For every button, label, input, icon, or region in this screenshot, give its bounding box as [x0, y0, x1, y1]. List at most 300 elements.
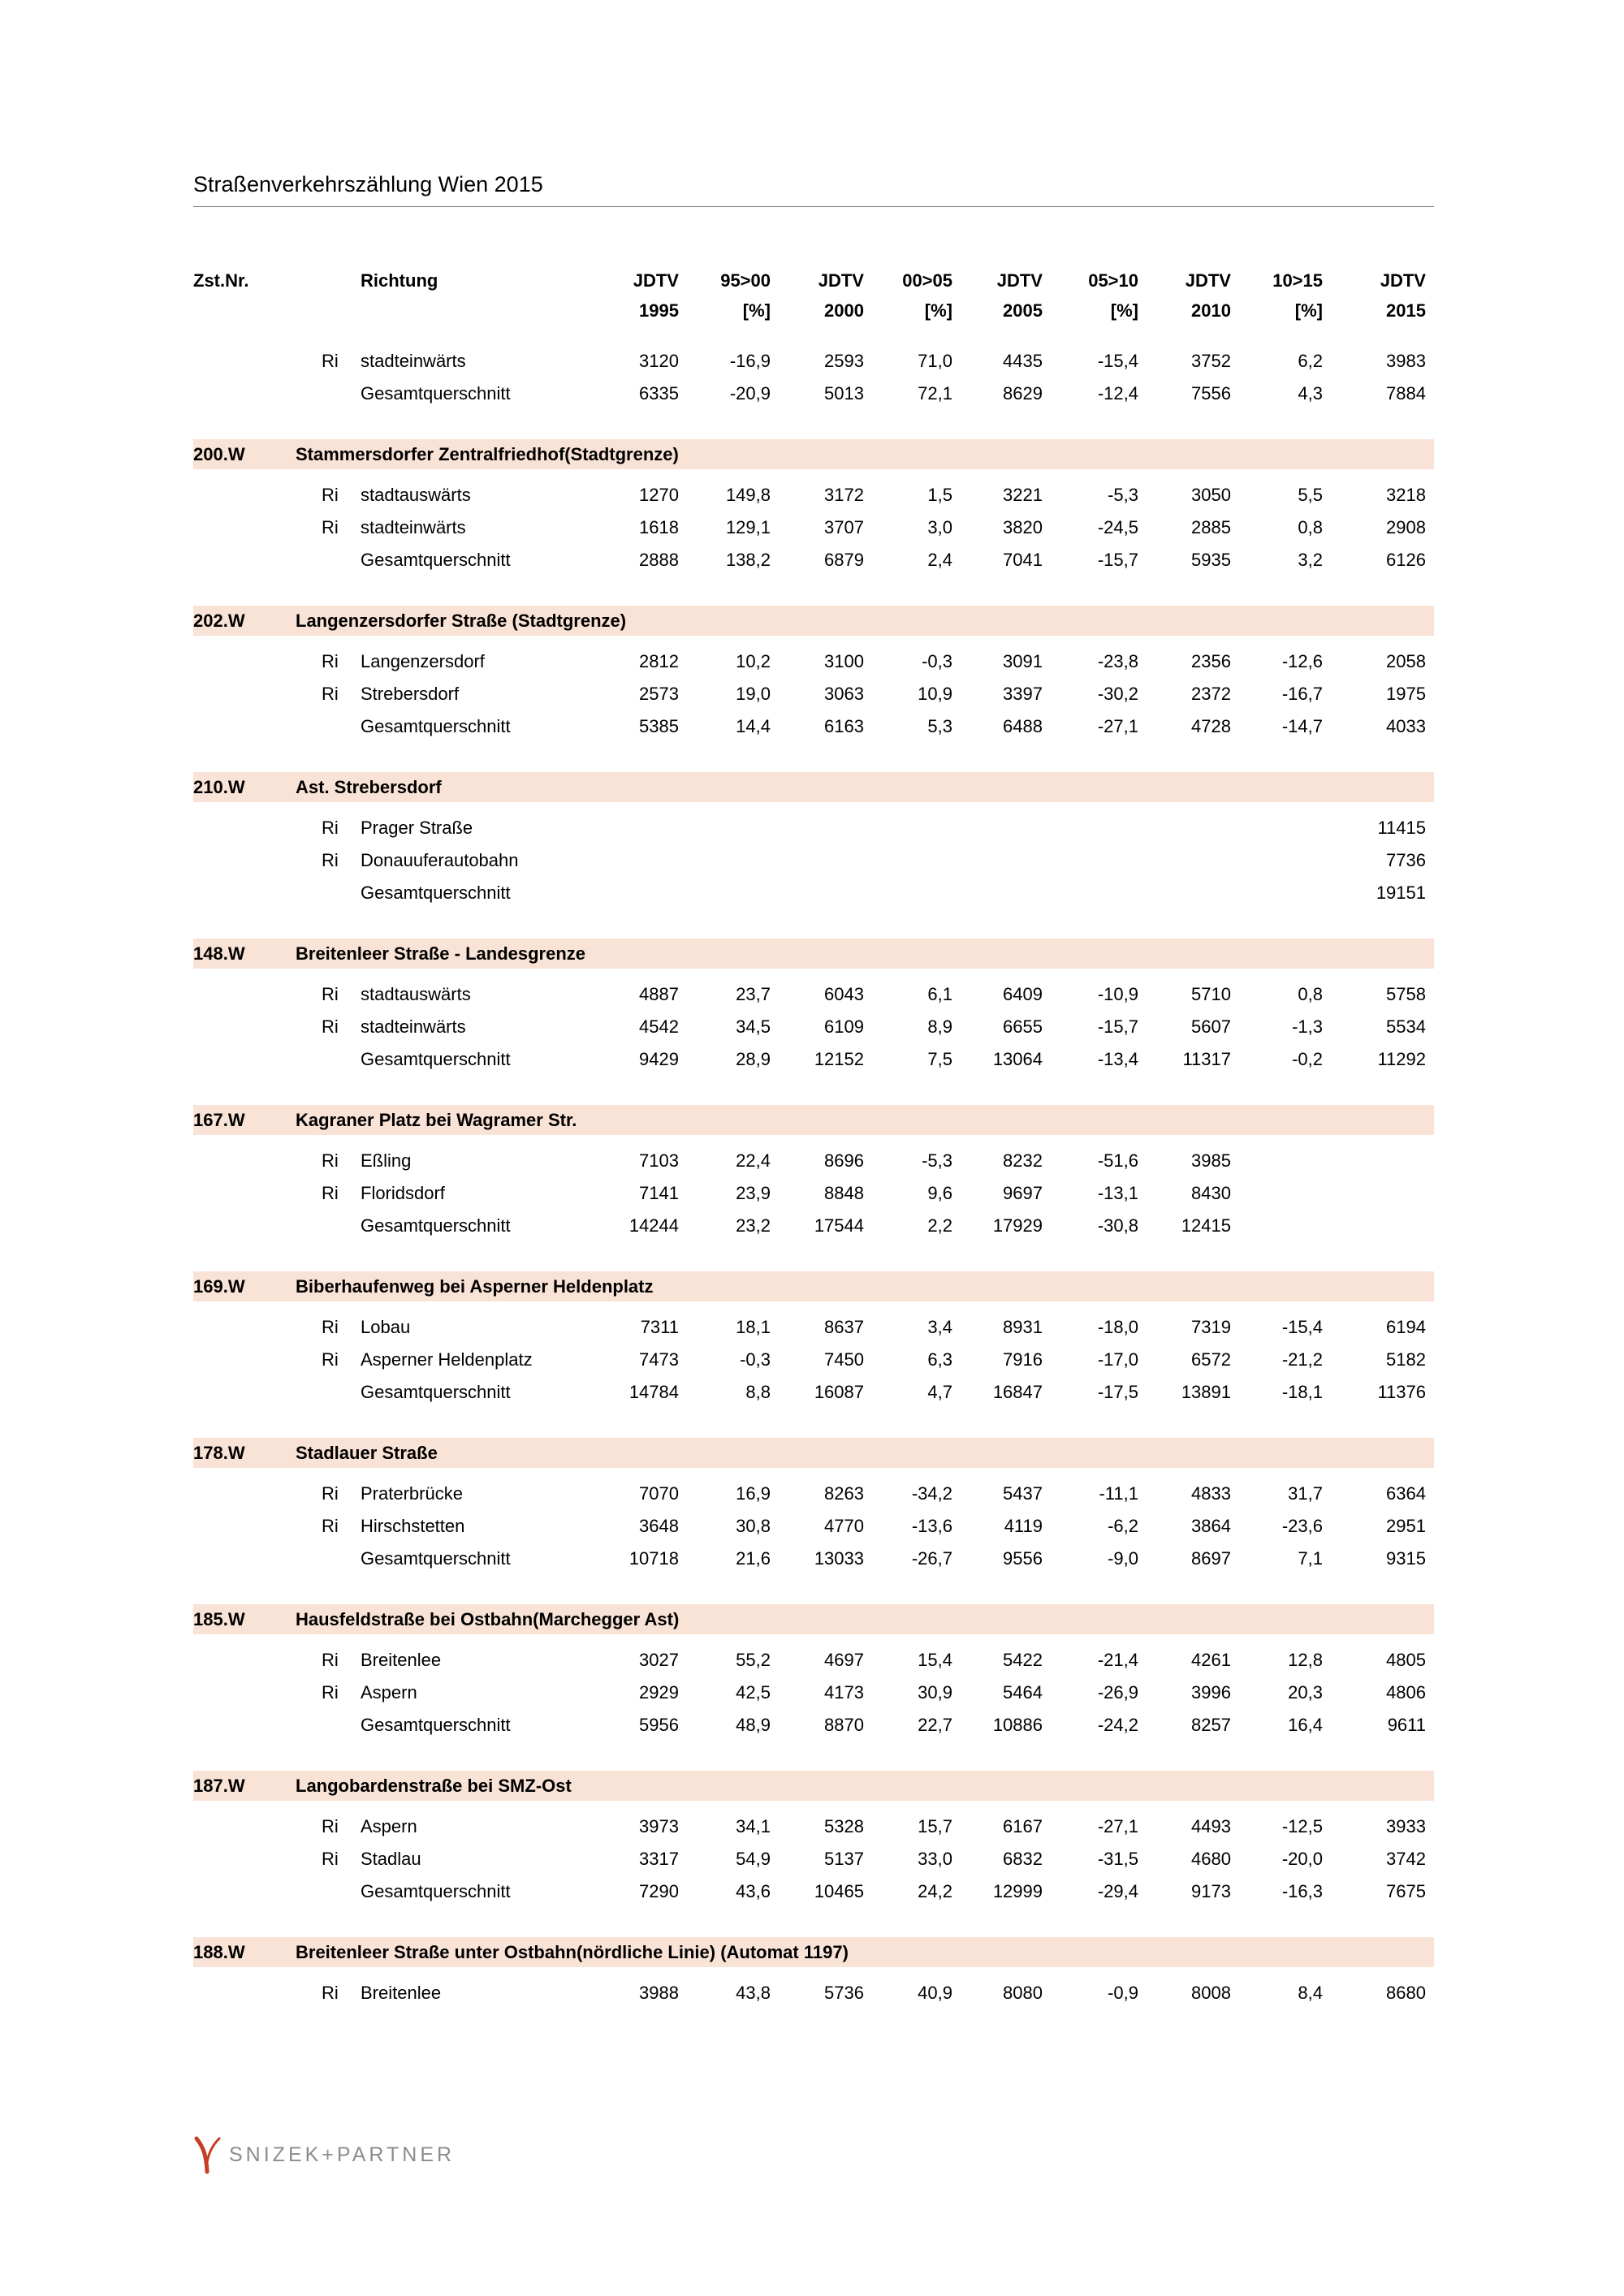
row-value: -26,9: [1097, 1682, 1138, 1703]
row-label: Hirschstetten: [361, 1516, 465, 1536]
table-row: [193, 511, 1434, 544]
row-value: 3648: [639, 1516, 679, 1536]
section-band: [193, 1271, 1434, 1301]
section-rows: [193, 1311, 1434, 1409]
table-row: [193, 544, 1434, 576]
col-header-value-top: JDTV: [818, 270, 864, 291]
row-value: 3742: [1386, 1849, 1426, 1869]
col-header-spacer: [322, 265, 361, 326]
row-value: 2593: [824, 351, 864, 371]
section-id: 185.W: [193, 1608, 245, 1629]
section-rows: [193, 1478, 1434, 1575]
table-row: [193, 1344, 1434, 1376]
row-label: stadtauswärts: [361, 984, 471, 1004]
row-value: -26,7: [911, 1548, 952, 1569]
row-prefix: Ri: [322, 684, 339, 704]
row-value: -0,2: [1292, 1049, 1323, 1069]
row-value: 5385: [639, 716, 679, 736]
row-value: 149,8: [725, 485, 771, 505]
row-value: -15,7: [1097, 550, 1138, 570]
row-value: 16087: [814, 1382, 864, 1402]
table-row: [193, 1677, 1434, 1709]
row-value: 7450: [824, 1349, 864, 1370]
table-row: [193, 678, 1434, 710]
table-row: [193, 1843, 1434, 1875]
row-value: -9,0: [1108, 1548, 1138, 1569]
row-value: 8680: [1386, 1983, 1426, 2003]
row-value: -20,0: [1281, 1849, 1323, 1869]
row-value: 129,1: [725, 517, 771, 537]
row-value: -11,1: [1099, 1483, 1138, 1504]
row-value: -1,3: [1292, 1016, 1323, 1037]
row-value: -13,4: [1097, 1049, 1138, 1069]
row-value: 11415: [1377, 818, 1426, 838]
section-band: [193, 1105, 1434, 1135]
row-value: 54,9: [736, 1849, 771, 1869]
row-value: 5013: [824, 383, 864, 404]
col-header-value-top: JDTV: [996, 270, 1043, 291]
row-value: 9,6: [927, 1183, 952, 1203]
table-header: [193, 265, 1434, 326]
col-header-zstnr: Zst.Nr.: [193, 270, 249, 291]
row-label: stadteinwärts: [361, 517, 466, 537]
table-row: [193, 1875, 1434, 1908]
row-value: 14,4: [736, 716, 771, 736]
table-row: [193, 1977, 1434, 2009]
row-value: 6364: [1386, 1483, 1426, 1504]
row-value: 3,2: [1298, 550, 1323, 570]
row-label: Aspern: [361, 1816, 417, 1836]
col-header-value: [1231, 265, 1323, 326]
row-value: 3120: [639, 351, 679, 371]
row-value: -0,9: [1108, 1983, 1138, 2003]
row-label: Praterbrücke: [361, 1483, 463, 1504]
row-value: 5422: [1003, 1650, 1043, 1670]
col-header-value-top: JDTV: [633, 270, 679, 291]
section-name: Hausfeldstraße bei Ostbahn(Marchegger Ast): [296, 1608, 680, 1629]
row-value: -17,5: [1097, 1382, 1138, 1402]
section-band: [193, 772, 1434, 802]
row-value: 9697: [1003, 1183, 1043, 1203]
row-value: -51,6: [1097, 1150, 1138, 1171]
row-value: 17544: [814, 1215, 864, 1236]
row-value: 3973: [639, 1816, 679, 1836]
section-name: Ast. Strebersdorf: [296, 776, 442, 797]
table-row: [193, 1709, 1434, 1741]
row-value: 4542: [639, 1016, 679, 1037]
section-band: [193, 606, 1434, 636]
row-value: 10465: [814, 1881, 864, 1901]
row-value: 3996: [1191, 1682, 1231, 1703]
row-value: -31,5: [1097, 1849, 1138, 1869]
row-value: 6167: [1003, 1816, 1043, 1836]
row-value: 23,7: [736, 984, 771, 1004]
section-rows: [193, 1810, 1434, 1908]
row-value: 1975: [1386, 684, 1426, 704]
row-value: 9556: [1003, 1548, 1043, 1569]
row-value: 6194: [1386, 1317, 1426, 1337]
section-rows: [193, 345, 1434, 410]
row-value: 5956: [639, 1715, 679, 1735]
row-value: 42,5: [736, 1682, 771, 1703]
row-label: Gesamtquerschnitt: [361, 1715, 511, 1735]
row-value: 5437: [1003, 1483, 1043, 1504]
row-value: -0,3: [922, 651, 952, 671]
row-prefix: Ri: [322, 517, 339, 537]
row-value: 3218: [1386, 485, 1426, 505]
row-value: 6,1: [927, 984, 952, 1004]
row-value: 10718: [628, 1548, 679, 1569]
row-label: Gesamtquerschnitt: [361, 1548, 511, 1569]
section-rows: [193, 1977, 1434, 2009]
row-value: 3221: [1003, 485, 1043, 505]
table-row: [193, 1311, 1434, 1344]
row-value: 21,6: [736, 1548, 771, 1569]
row-value: 12415: [1181, 1215, 1231, 1236]
row-label: stadtauswärts: [361, 485, 471, 505]
row-value: 31,7: [1288, 1483, 1323, 1504]
table-row: [193, 479, 1434, 511]
row-value: 8629: [1003, 383, 1043, 404]
row-value: -15,4: [1097, 351, 1138, 371]
row-value: 5464: [1003, 1682, 1043, 1703]
row-prefix: Ri: [322, 1516, 339, 1536]
section-rows: [193, 1145, 1434, 1242]
row-value: 28,9: [736, 1049, 771, 1069]
col-header-value: [952, 265, 1043, 326]
row-value: 7070: [639, 1483, 679, 1504]
row-value: -15,7: [1097, 1016, 1138, 1037]
row-value: 6126: [1386, 550, 1426, 570]
table-row: [193, 1177, 1434, 1210]
row-value: 5328: [824, 1816, 864, 1836]
row-value: -12,5: [1281, 1816, 1323, 1836]
row-value: -24,5: [1097, 517, 1138, 537]
section-id: 210.W: [193, 776, 245, 797]
row-value: 2888: [639, 550, 679, 570]
row-value: 16,4: [1288, 1715, 1323, 1735]
row-value: 14784: [628, 1382, 679, 1402]
row-value: 43,6: [736, 1881, 771, 1901]
section-rows: [193, 645, 1434, 743]
report-page-content: [193, 0, 1434, 2009]
row-value: -18,1: [1281, 1382, 1323, 1402]
row-value: 55,2: [736, 1650, 771, 1670]
row-prefix: Ri: [322, 1682, 339, 1703]
row-label: stadteinwärts: [361, 1016, 466, 1037]
col-header-value-bottom: [%]: [742, 300, 771, 321]
col-header-value-top: JDTV: [1185, 270, 1231, 291]
col-header-value-bottom: [%]: [1294, 300, 1323, 321]
row-value: 48,9: [736, 1715, 771, 1735]
row-value: 2929: [639, 1682, 679, 1703]
row-value: 3397: [1003, 684, 1043, 704]
row-value: 22,7: [918, 1715, 952, 1735]
section-id: 188.W: [193, 1941, 245, 1962]
col-header-value-top: JDTV: [1380, 270, 1426, 291]
row-value: 7311: [640, 1317, 679, 1337]
row-label: Lobau: [361, 1317, 411, 1337]
table-row: [193, 1810, 1434, 1843]
section-id: 200.W: [193, 443, 245, 464]
row-value: 4887: [639, 984, 679, 1004]
row-value: 3050: [1191, 485, 1231, 505]
row-value: 6,2: [1298, 351, 1323, 371]
section-name: Stammersdorfer Zentralfriedhof(Stadtgrenze): [296, 443, 679, 464]
row-value: 8637: [824, 1317, 864, 1337]
row-value: 5607: [1191, 1016, 1231, 1037]
row-label: Gesamtquerschnitt: [361, 1881, 511, 1901]
row-prefix: Ri: [322, 818, 339, 838]
page-title: Straßenverkehrszählung Wien 2015: [193, 170, 1434, 207]
row-value: 10,9: [918, 684, 952, 704]
row-value: 3027: [639, 1650, 679, 1670]
row-value: 8263: [824, 1483, 864, 1504]
row-value: 7319: [1191, 1317, 1231, 1337]
section-band: [193, 939, 1434, 969]
logo-text: SNIZEK+PARTNER: [229, 2143, 456, 2166]
row-value: 7290: [639, 1881, 679, 1901]
row-value: 4697: [824, 1650, 864, 1670]
row-value: 4119: [1004, 1516, 1043, 1536]
row-value: 10,2: [736, 651, 771, 671]
row-prefix: Ri: [322, 984, 339, 1004]
row-value: 34,1: [736, 1816, 771, 1836]
row-value: -18,0: [1097, 1317, 1138, 1337]
row-value: 12,8: [1288, 1650, 1323, 1670]
row-value: -10,9: [1097, 984, 1138, 1004]
row-prefix: Ri: [322, 1983, 339, 2003]
row-value: 5182: [1386, 1349, 1426, 1370]
row-value: -5,3: [1108, 485, 1138, 505]
row-value: 6163: [824, 716, 864, 736]
row-value: 30,8: [736, 1516, 771, 1536]
row-value: 3752: [1191, 351, 1231, 371]
row-value: 33,0: [918, 1849, 952, 1869]
row-value: 3820: [1003, 517, 1043, 537]
row-value: 2908: [1386, 517, 1426, 537]
col-header-value-bottom: 2015: [1386, 300, 1426, 321]
table-row: [193, 1145, 1434, 1177]
col-header-value: [587, 265, 679, 326]
row-value: 7916: [1003, 1349, 1043, 1370]
row-value: 8257: [1191, 1715, 1231, 1735]
section-name: Langenzersdorfer Straße (Stadtgrenze): [296, 610, 627, 631]
row-value: 6043: [824, 984, 864, 1004]
section-rows: [193, 479, 1434, 576]
row-prefix: Ri: [322, 1150, 339, 1171]
row-value: 4805: [1386, 1650, 1426, 1670]
col-header-value-bottom: [%]: [924, 300, 952, 321]
row-label: Gesamtquerschnitt: [361, 716, 511, 736]
row-value: 4435: [1003, 351, 1043, 371]
section-band: [193, 439, 1434, 469]
row-value: 4770: [824, 1516, 864, 1536]
table-row: [193, 645, 1434, 678]
row-value: 3172: [824, 485, 864, 505]
row-value: 6879: [824, 550, 864, 570]
row-value: 7,5: [927, 1049, 952, 1069]
row-value: 23,2: [736, 1215, 771, 1236]
row-value: 6,3: [927, 1349, 952, 1370]
row-value: -6,2: [1108, 1516, 1138, 1536]
row-value: -23,6: [1281, 1516, 1323, 1536]
section-name: Breitenleer Straße unter Ostbahn(nördliche Linie) (Automat 1197): [296, 1941, 849, 1962]
table-row: [193, 844, 1434, 877]
row-value: -16,9: [729, 351, 771, 371]
row-value: 3707: [824, 517, 864, 537]
col-header-value: [679, 265, 771, 326]
row-value: 4261: [1191, 1650, 1231, 1670]
col-header-value: [771, 265, 864, 326]
row-value: -17,0: [1097, 1349, 1138, 1370]
table-row: [193, 1644, 1434, 1677]
section-band: [193, 1937, 1434, 1967]
row-value: -21,2: [1281, 1349, 1323, 1370]
row-value: 16847: [992, 1382, 1043, 1402]
section-rows: [193, 1644, 1434, 1741]
row-value: 5137: [824, 1849, 864, 1869]
row-value: 15,7: [918, 1816, 952, 1836]
row-value: 7,1: [1298, 1548, 1323, 1569]
col-header-value-top: 00>05: [902, 270, 952, 291]
row-value: 7736: [1386, 850, 1426, 870]
row-label: Aspern: [361, 1682, 417, 1703]
row-value: 9429: [639, 1049, 679, 1069]
row-value: 5,5: [1298, 485, 1323, 505]
section-id: 178.W: [193, 1442, 245, 1463]
row-value: 17929: [992, 1215, 1043, 1236]
row-value: 12152: [814, 1049, 864, 1069]
row-value: 7041: [1003, 550, 1043, 570]
col-header-value-top: 95>00: [720, 270, 771, 291]
section-id: 148.W: [193, 943, 245, 964]
row-value: 6655: [1003, 1016, 1043, 1037]
row-prefix: Ri: [322, 850, 339, 870]
row-label: Gesamtquerschnitt: [361, 1215, 511, 1236]
row-value: 3864: [1191, 1516, 1231, 1536]
table-row: [193, 1510, 1434, 1543]
section-name: Langobardenstraße bei SMZ-Ost: [296, 1775, 572, 1796]
row-value: -27,1: [1097, 716, 1138, 736]
row-value: 14244: [628, 1215, 679, 1236]
section-name: Biberhaufenweg bei Asperner Heldenplatz: [296, 1275, 654, 1297]
row-value: 8848: [824, 1183, 864, 1203]
row-value: 7556: [1191, 383, 1231, 404]
col-header-value: [1323, 265, 1434, 326]
logo-y-icon: [193, 2135, 222, 2174]
row-value: -30,8: [1097, 1215, 1138, 1236]
table-row: [193, 978, 1434, 1011]
row-value: 22,4: [736, 1150, 771, 1171]
row-value: 8696: [824, 1150, 864, 1171]
row-label: Gesamtquerschnitt: [361, 1382, 511, 1402]
row-value: 2372: [1191, 684, 1231, 704]
row-value: 20,3: [1288, 1682, 1323, 1703]
row-prefix: Ri: [322, 1650, 339, 1670]
row-value: -14,7: [1281, 716, 1323, 736]
row-label: Eßling: [361, 1150, 412, 1171]
row-value: -34,2: [911, 1483, 952, 1504]
row-prefix: Ri: [322, 1349, 339, 1370]
row-prefix: Ri: [322, 1183, 339, 1203]
row-value: 2951: [1386, 1516, 1426, 1536]
row-value: -20,9: [729, 383, 771, 404]
row-prefix: Ri: [322, 1016, 339, 1037]
col-header-value-top: 05>10: [1088, 270, 1138, 291]
row-value: 71,0: [918, 351, 952, 371]
row-value: 40,9: [918, 1983, 952, 2003]
row-value: 0,8: [1298, 984, 1323, 1004]
table-row: [193, 1376, 1434, 1409]
table-row: [193, 1011, 1434, 1043]
col-header-richtung: Richtung: [361, 270, 438, 291]
row-label: stadteinwärts: [361, 351, 466, 371]
row-label: Floridsdorf: [361, 1183, 445, 1203]
row-value: 5534: [1386, 1016, 1426, 1037]
row-value: 2885: [1191, 517, 1231, 537]
row-value: 4493: [1191, 1816, 1231, 1836]
row-value: -12,4: [1097, 383, 1138, 404]
row-value: 6409: [1003, 984, 1043, 1004]
row-value: 7473: [639, 1349, 679, 1370]
row-value: 10886: [992, 1715, 1043, 1735]
row-value: -0,3: [740, 1349, 771, 1370]
row-value: 6488: [1003, 716, 1043, 736]
row-value: 2573: [639, 684, 679, 704]
row-prefix: Ri: [322, 1483, 339, 1504]
row-value: 19,0: [736, 684, 771, 704]
row-value: 3985: [1191, 1150, 1231, 1171]
row-value: 6832: [1003, 1849, 1043, 1869]
col-header-value-bottom: 2010: [1191, 300, 1231, 321]
row-prefix: Ri: [322, 485, 339, 505]
row-value: 1618: [639, 517, 679, 537]
row-value: 138,2: [725, 550, 771, 570]
row-value: 9611: [1387, 1715, 1426, 1735]
row-value: 6572: [1191, 1349, 1231, 1370]
row-value: 18,1: [736, 1317, 771, 1337]
row-value: 19151: [1376, 883, 1426, 903]
row-value: -27,1: [1097, 1816, 1138, 1836]
row-value: 5710: [1191, 984, 1231, 1004]
row-label: Donauuferautobahn: [361, 850, 519, 870]
row-prefix: Ri: [322, 1317, 339, 1337]
row-value: 4728: [1191, 716, 1231, 736]
row-value: 16,9: [736, 1483, 771, 1504]
col-header-value: [1043, 265, 1138, 326]
row-value: 8,4: [1298, 1983, 1323, 2003]
row-prefix: Ri: [322, 651, 339, 671]
row-value: 15,4: [918, 1650, 952, 1670]
row-value: 8008: [1191, 1983, 1231, 2003]
row-value: 0,8: [1298, 517, 1323, 537]
row-value: 8232: [1003, 1150, 1043, 1171]
row-value: 13064: [992, 1049, 1043, 1069]
row-value: 2,2: [927, 1215, 952, 1236]
row-label: Prager Straße: [361, 818, 473, 838]
row-value: 7884: [1386, 383, 1426, 404]
row-value: -23,8: [1097, 651, 1138, 671]
row-value: 8931: [1003, 1317, 1043, 1337]
row-value: 4173: [824, 1682, 864, 1703]
row-value: -13,1: [1097, 1183, 1138, 1203]
row-value: 7141: [639, 1183, 679, 1203]
table-row: [193, 812, 1434, 844]
col-header-value-top: 10>15: [1272, 270, 1323, 291]
row-value: 4,7: [927, 1382, 952, 1402]
row-value: 8,8: [745, 1382, 771, 1402]
